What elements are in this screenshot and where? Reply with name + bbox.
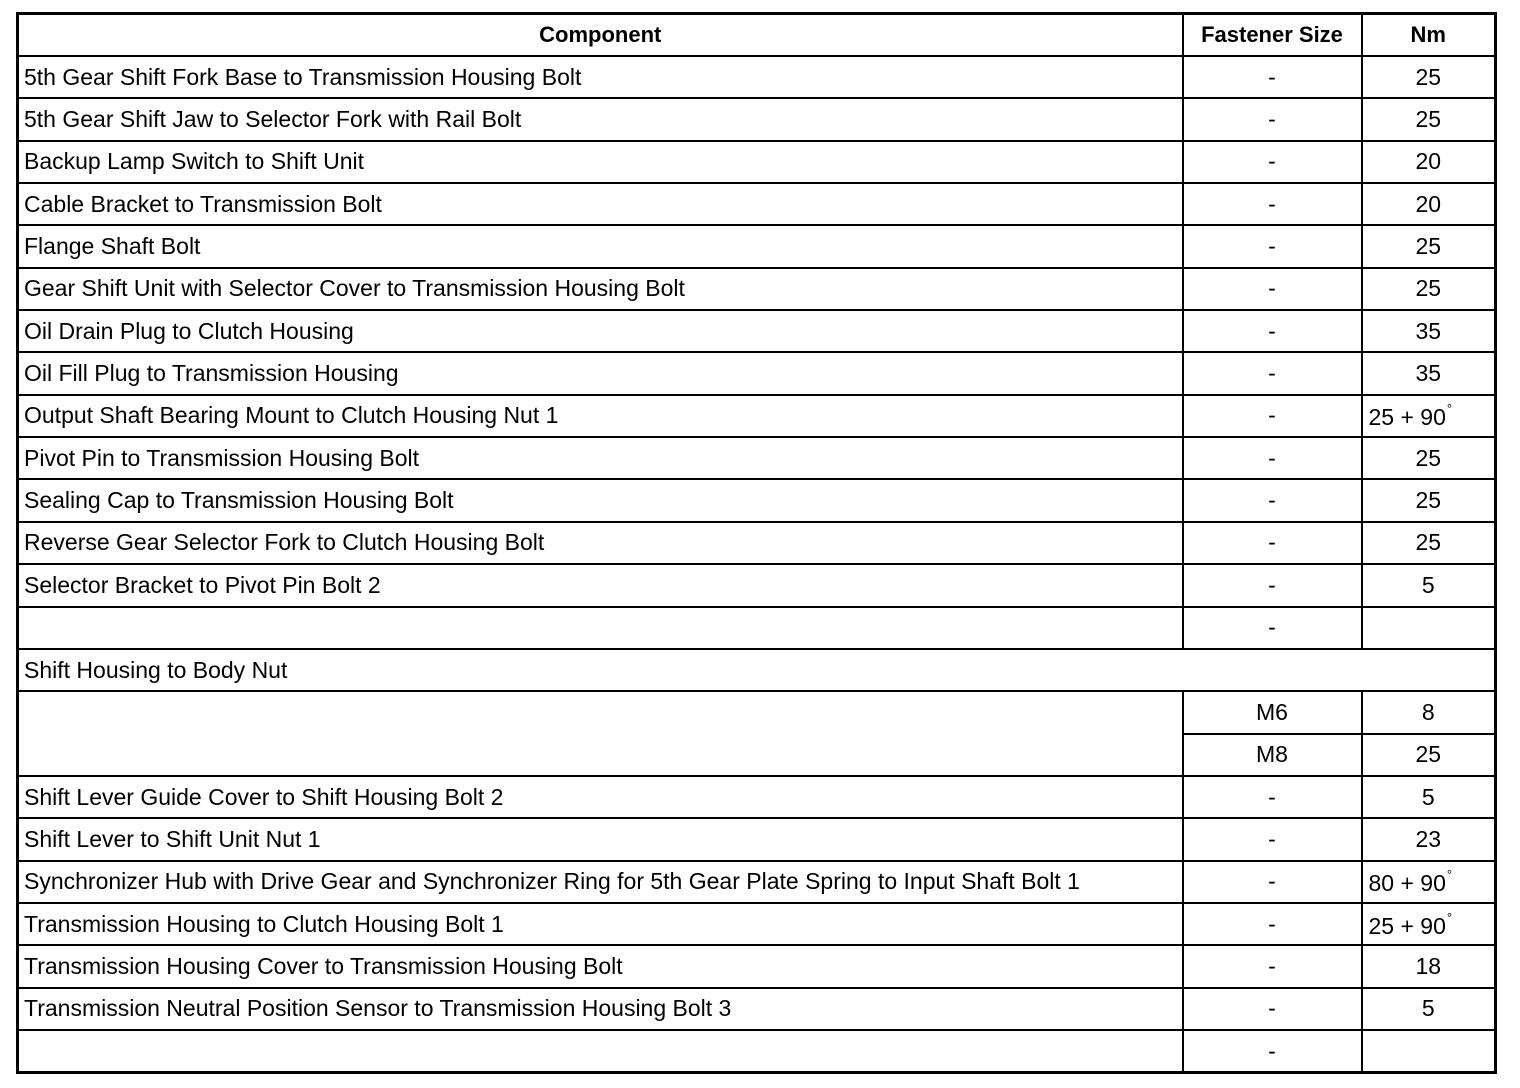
fastener-size-cell: - xyxy=(1183,437,1362,479)
component-cell: 5th Gear Shift Fork Base to Transmission Housing Bolt xyxy=(18,56,1183,98)
header-row xyxy=(18,14,1496,56)
table-row xyxy=(18,141,1496,183)
column-header-nm: Nm xyxy=(1362,14,1496,56)
nm-cell xyxy=(1362,1030,1496,1072)
component-cell: Selector Bracket to Pivot Pin Bolt 2 xyxy=(18,564,1183,606)
nm-cell: 18 xyxy=(1362,945,1496,987)
table-row xyxy=(18,776,1496,818)
group-blank-cell xyxy=(18,691,1183,776)
component-cell: Synchronizer Hub with Drive Gear and Synchronizer Ring for 5th Gear Plate Spring to Input Shaft Bolt 1 xyxy=(18,861,1183,903)
group-title-cell: Shift Housing to Body Nut xyxy=(18,649,1496,691)
nm-value: 25 + 90 xyxy=(1368,404,1446,431)
fastener-size-cell: - xyxy=(1183,268,1362,310)
component-cell: Backup Lamp Switch to Shift Unit xyxy=(18,141,1183,183)
fastener-size-cell: - xyxy=(1183,945,1362,987)
torque-spec-table xyxy=(16,12,1497,1074)
table-row xyxy=(18,564,1496,606)
nm-cell: 20 xyxy=(1362,141,1496,183)
fastener-size-cell: - xyxy=(1183,56,1362,98)
fastener-size-cell: - xyxy=(1183,988,1362,1030)
degree-symbol: ° xyxy=(1446,867,1453,883)
fastener-size-cell: - xyxy=(1183,818,1362,860)
nm-cell: 5 xyxy=(1362,564,1496,606)
component-cell: Oil Fill Plug to Transmission Housing xyxy=(18,352,1183,394)
group-title-row xyxy=(18,649,1496,691)
component-cell: Transmission Housing Cover to Transmission Housing Bolt xyxy=(18,945,1183,987)
fastener-size-cell: - xyxy=(1183,607,1362,649)
column-header-fastener-size: Fastener Size xyxy=(1183,14,1362,56)
table-row xyxy=(18,56,1496,98)
table-row xyxy=(18,945,1496,987)
fastener-size-cell: - xyxy=(1183,1030,1362,1072)
component-cell: Shift Lever to Shift Unit Nut 1 xyxy=(18,818,1183,860)
table-row xyxy=(18,437,1496,479)
fastener-size-cell: - xyxy=(1183,352,1362,394)
table-row xyxy=(18,98,1496,140)
nm-cell: 20 xyxy=(1362,183,1496,225)
table-row xyxy=(18,183,1496,225)
component-cell: Shift Lever Guide Cover to Shift Housing Bolt 2 xyxy=(18,776,1183,818)
nm-cell: 25 xyxy=(1362,522,1496,564)
nm-cell: 25 xyxy=(1362,479,1496,521)
component-cell: Gear Shift Unit with Selector Cover to Transmission Housing Bolt xyxy=(18,268,1183,310)
component-cell: Cable Bracket to Transmission Bolt xyxy=(18,183,1183,225)
component-cell: Pivot Pin to Transmission Housing Bolt xyxy=(18,437,1183,479)
table-body xyxy=(18,56,1496,1073)
component-cell: Reverse Gear Selector Fork to Clutch Housing Bolt xyxy=(18,522,1183,564)
table-row xyxy=(18,225,1496,267)
component-cell xyxy=(18,607,1183,649)
table-row xyxy=(18,395,1496,437)
table-header xyxy=(18,14,1496,56)
fastener-size-cell: - xyxy=(1183,564,1362,606)
component-cell: Transmission Neutral Position Sensor to Transmission Housing Bolt 3 xyxy=(18,988,1183,1030)
fastener-size-cell: - xyxy=(1183,479,1362,521)
component-cell: Sealing Cap to Transmission Housing Bolt xyxy=(18,479,1183,521)
nm-cell xyxy=(1362,861,1496,903)
component-cell: Flange Shaft Bolt xyxy=(18,225,1183,267)
nm-cell: 35 xyxy=(1362,352,1496,394)
fastener-size-cell: - xyxy=(1183,522,1362,564)
nm-cell: 5 xyxy=(1362,988,1496,1030)
degree-symbol: ° xyxy=(1446,401,1453,417)
table-row xyxy=(18,522,1496,564)
nm-value: 80 + 90 xyxy=(1368,870,1446,897)
table-row xyxy=(18,818,1496,860)
nm-cell xyxy=(1362,903,1496,945)
fastener-size-cell: - xyxy=(1183,225,1362,267)
nm-cell: 25 xyxy=(1362,225,1496,267)
table-row xyxy=(18,861,1496,903)
component-cell: 5th Gear Shift Jaw to Selector Fork with Rail Bolt xyxy=(18,98,1183,140)
nm-cell: 5 xyxy=(1362,776,1496,818)
component-cell: Transmission Housing to Clutch Housing Bolt 1 xyxy=(18,903,1183,945)
nm-cell: 25 xyxy=(1362,734,1496,776)
fastener-size-cell: - xyxy=(1183,98,1362,140)
fastener-size-cell: M8 xyxy=(1183,734,1362,776)
table-row xyxy=(18,1030,1496,1072)
fastener-size-cell: - xyxy=(1183,903,1362,945)
fastener-size-cell: - xyxy=(1183,141,1362,183)
table-row xyxy=(18,903,1496,945)
nm-cell: 25 xyxy=(1362,437,1496,479)
nm-cell: 35 xyxy=(1362,310,1496,352)
nm-cell: 25 xyxy=(1362,56,1496,98)
nm-cell xyxy=(1362,395,1496,437)
table-row xyxy=(18,310,1496,352)
table-row xyxy=(18,268,1496,310)
fastener-size-cell: - xyxy=(1183,310,1362,352)
table-row xyxy=(18,352,1496,394)
nm-cell: 25 xyxy=(1362,268,1496,310)
nm-cell: 25 xyxy=(1362,98,1496,140)
fastener-size-cell: - xyxy=(1183,395,1362,437)
component-cell xyxy=(18,1030,1183,1072)
degree-symbol: ° xyxy=(1446,909,1453,925)
nm-cell: 23 xyxy=(1362,818,1496,860)
component-cell: Oil Drain Plug to Clutch Housing xyxy=(18,310,1183,352)
table-row xyxy=(18,988,1496,1030)
nm-cell xyxy=(1362,607,1496,649)
fastener-size-cell: - xyxy=(1183,776,1362,818)
column-header-component: Component xyxy=(18,14,1183,56)
nm-cell: 8 xyxy=(1362,691,1496,733)
table-row xyxy=(18,607,1496,649)
nm-value: 25 + 90 xyxy=(1368,912,1446,939)
fastener-size-cell: - xyxy=(1183,861,1362,903)
fastener-size-cell: - xyxy=(1183,183,1362,225)
component-cell: Output Shaft Bearing Mount to Clutch Housing Nut 1 xyxy=(18,395,1183,437)
fastener-size-cell: M6 xyxy=(1183,691,1362,733)
group-subrow xyxy=(18,691,1496,733)
table-row xyxy=(18,479,1496,521)
